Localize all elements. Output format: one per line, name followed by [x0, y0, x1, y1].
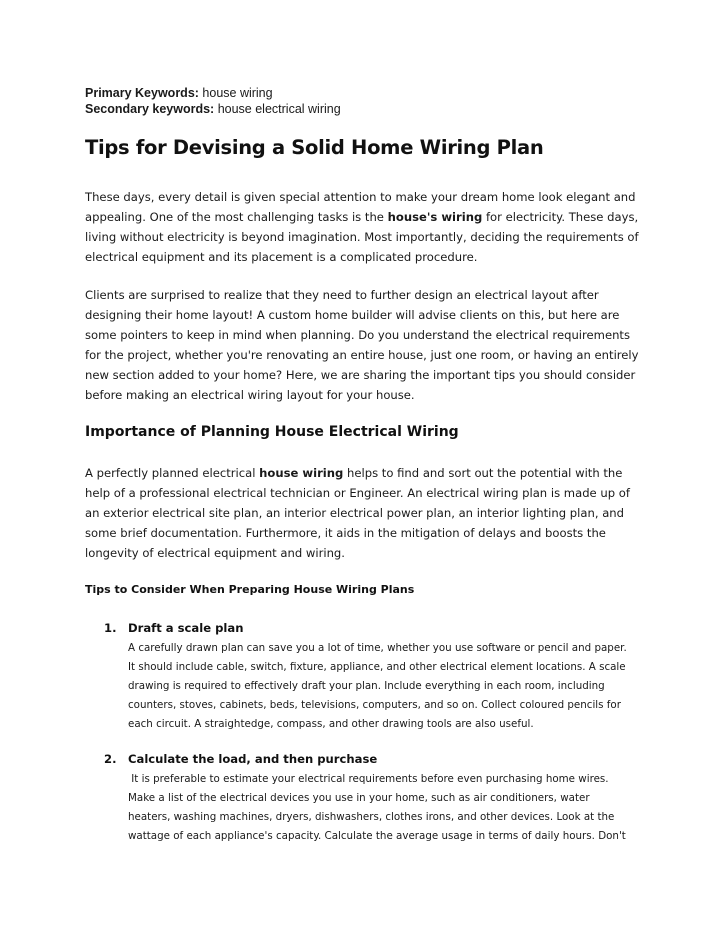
paragraph-line: These days, every detail is given special attention to make your dream home look elegant and	[85, 190, 636, 204]
paragraph-line: appealing. One of the most challenging tasks is the house's wiring for electricity. These days,	[85, 210, 639, 224]
list-item-line: It should include cable, switch, fixture, appliance, and other electrical element locations. A scale	[128, 661, 626, 673]
paragraph-line: designing their home layout! A custom home builder will advise clients on this, but here are	[85, 308, 620, 322]
list-item-line: each circuit. A straightedge, compass, and other drawing tools are also useful.	[128, 718, 534, 730]
paragraph-line: help of a professional electrical technician or Engineer. An electrical wiring plan is made up of	[85, 486, 630, 500]
list-item-line: counters, stoves, cabinets, beds, televisions, computers, and so on. Collect coloured pencils for	[128, 699, 621, 711]
primary-keywords-value: house wiring	[198, 86, 273, 100]
intro-paragraph	[85, 187, 645, 267]
list-item-line: drawing is required to effectively draft your plan. Include everything in each room, including	[128, 680, 605, 692]
paragraph-line: A perfectly planned electrical house wiring helps to find and sort out the potential with the	[85, 466, 623, 480]
secondary-keywords-value: house electrical wiring	[214, 102, 341, 116]
list-item-heading	[104, 752, 377, 766]
list-item-number: 2.	[104, 752, 117, 766]
paragraph-line: some brief documentation. Furthermore, it aids in the mitigation of delays and boosts the	[85, 526, 606, 540]
primary-keywords-label: Primary Keywords:	[85, 86, 199, 100]
secondary-keywords	[85, 101, 341, 117]
list-item-body	[128, 770, 648, 846]
paragraph-line: electrical equipment and its placement is a complicated procedure.	[85, 250, 478, 264]
paragraph-line: new section added to your home? Here, we are sharing the important tips you should consider	[85, 368, 636, 382]
list-item-number: 1.	[104, 621, 117, 635]
importance-paragraph	[85, 463, 645, 563]
house-wiring-keyword: house's wiring	[387, 210, 483, 224]
paragraph-line: an exterior electrical site plan, an interior electrical power plan, an interior lighting plan, and	[85, 506, 625, 520]
paragraph-line: Clients are surprised to realize that they need to further design an electrical layout after	[85, 288, 599, 302]
paragraph-line: living without electricity is beyond imagination. Most importantly, deciding the requirements of	[85, 230, 639, 244]
tips-subheading: Tips to Consider When Preparing House Wiring Plans	[85, 583, 415, 596]
list-item-title: Calculate the load, and then purchase	[128, 752, 378, 766]
paragraph-line: before making an electrical wiring layout for your house.	[85, 388, 415, 402]
paragraph-line: for the project, whether you're renovating an entire house, just one room, or having an entirely	[85, 348, 639, 362]
list-item-title: Draft a scale plan	[128, 621, 244, 635]
paragraph-line: some pointers to keep in mind when planning. Do you understand the electrical requirements	[85, 328, 631, 342]
list-item-line: wattage of each appliance's capacity. Calculate the average usage in terms of daily hours. Don't	[128, 830, 626, 842]
document-title: Tips for Devising a Solid Home Wiring Plan	[85, 136, 544, 159]
list-item-line: A carefully drawn plan can save you a lot of time, whether you use software or pencil and paper.	[128, 642, 627, 654]
primary-keywords	[85, 85, 273, 101]
list-item-body	[128, 639, 648, 734]
house-wiring-keyword: house wiring	[259, 466, 344, 480]
list-item-line: It is preferable to estimate your electrical requirements before even purchasing home wires.	[128, 773, 609, 785]
secondary-keywords-label: Secondary keywords:	[85, 102, 215, 116]
paragraph-line: longevity of electrical equipment and wiring.	[85, 546, 345, 560]
list-item-line: Make a list of the electrical devices you use in your home, such as air conditioners, water	[128, 792, 590, 804]
list-item-heading	[104, 621, 243, 635]
clients-paragraph	[85, 285, 645, 405]
section-heading: Importance of Planning House Electrical Wiring	[85, 424, 459, 440]
list-item-line: heaters, washing machines, dryers, dishwashers, clothes irons, and other devices. Look at the	[128, 811, 615, 823]
